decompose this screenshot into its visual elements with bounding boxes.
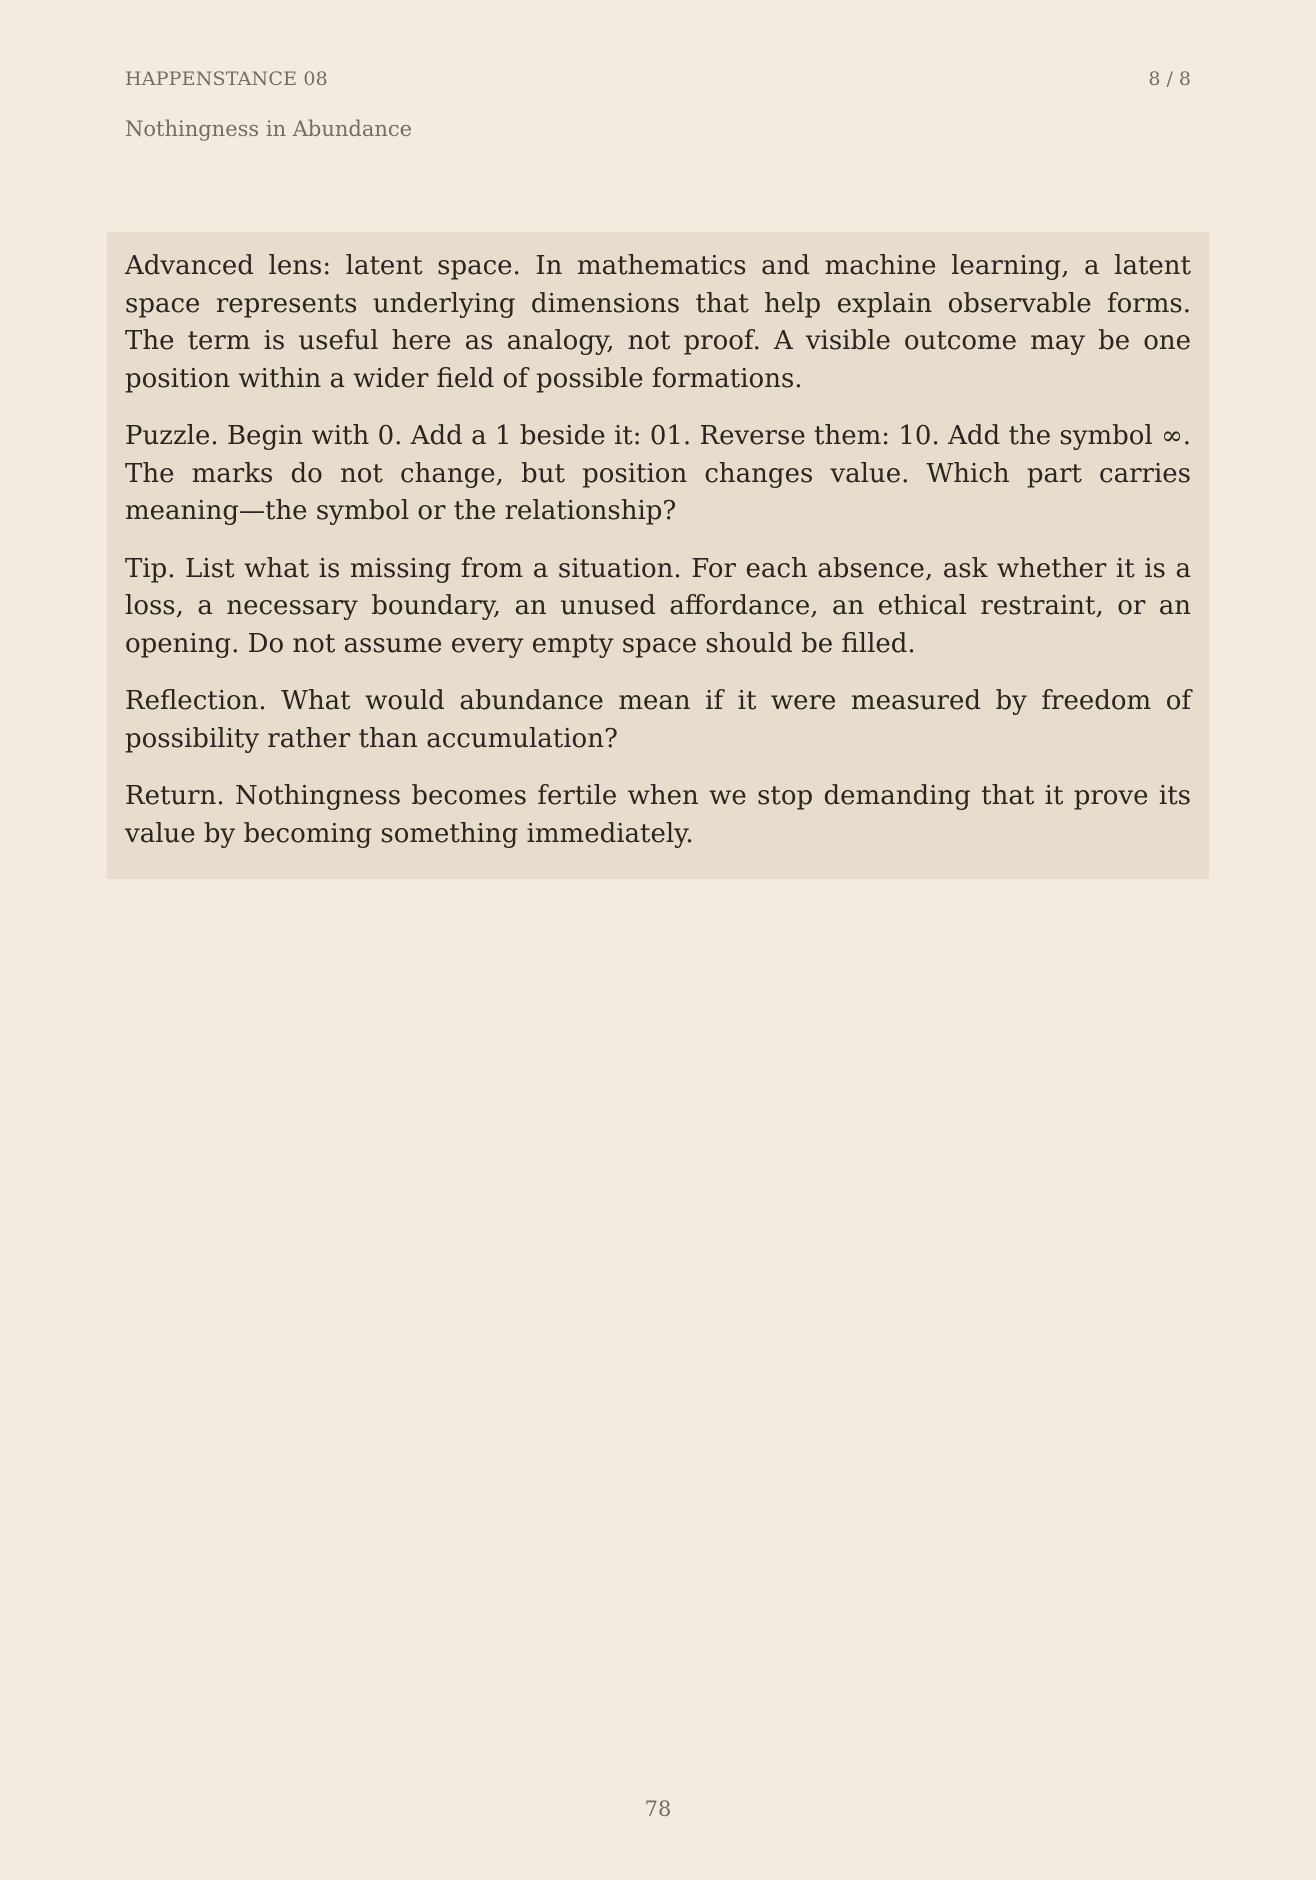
content-panel [107,232,1209,879]
paragraph-return: Return. Nothingness becomes fertile when we stop demanding that it prove its value by becoming something immediately. [125,781,1191,849]
page-counter: 8 / 8 [1148,68,1191,90]
paragraph-puzzle: Puzzle. Begin with 0. Add a 1 beside it: 01. Reverse them: 10. Add the symbol ∞. The marks do not change, but position changes value. Which part carries meaning—the symbol or the relationship? [125,421,1191,526]
paragraph-tip: Tip. List what is missing from a situation. For each absence, ask whether it is a loss, a necessary boundary, an unused affordance, an ethical restraint, or an opening. Do not assume every empty space should be filled. [125,553,1191,659]
paragraph-reflection: Reflection. What would abundance mean if it were measured by freedom of possibility rather than accumulation? [125,686,1191,754]
chapter-subtitle: Nothingness in Abundance [125,117,413,141]
paragraph-advanced-lens: Advanced lens: latent space. In mathematics and machine learning, a latent space represents underlying dimensions that help explain observable forms. The term is useful here as analogy, not proof. A visible outcome may be one position within a wider field of possible formations. [125,251,1191,394]
page-number: 78 [644,1797,672,1821]
running-head: HAPPENSTANCE 08 [125,68,328,90]
